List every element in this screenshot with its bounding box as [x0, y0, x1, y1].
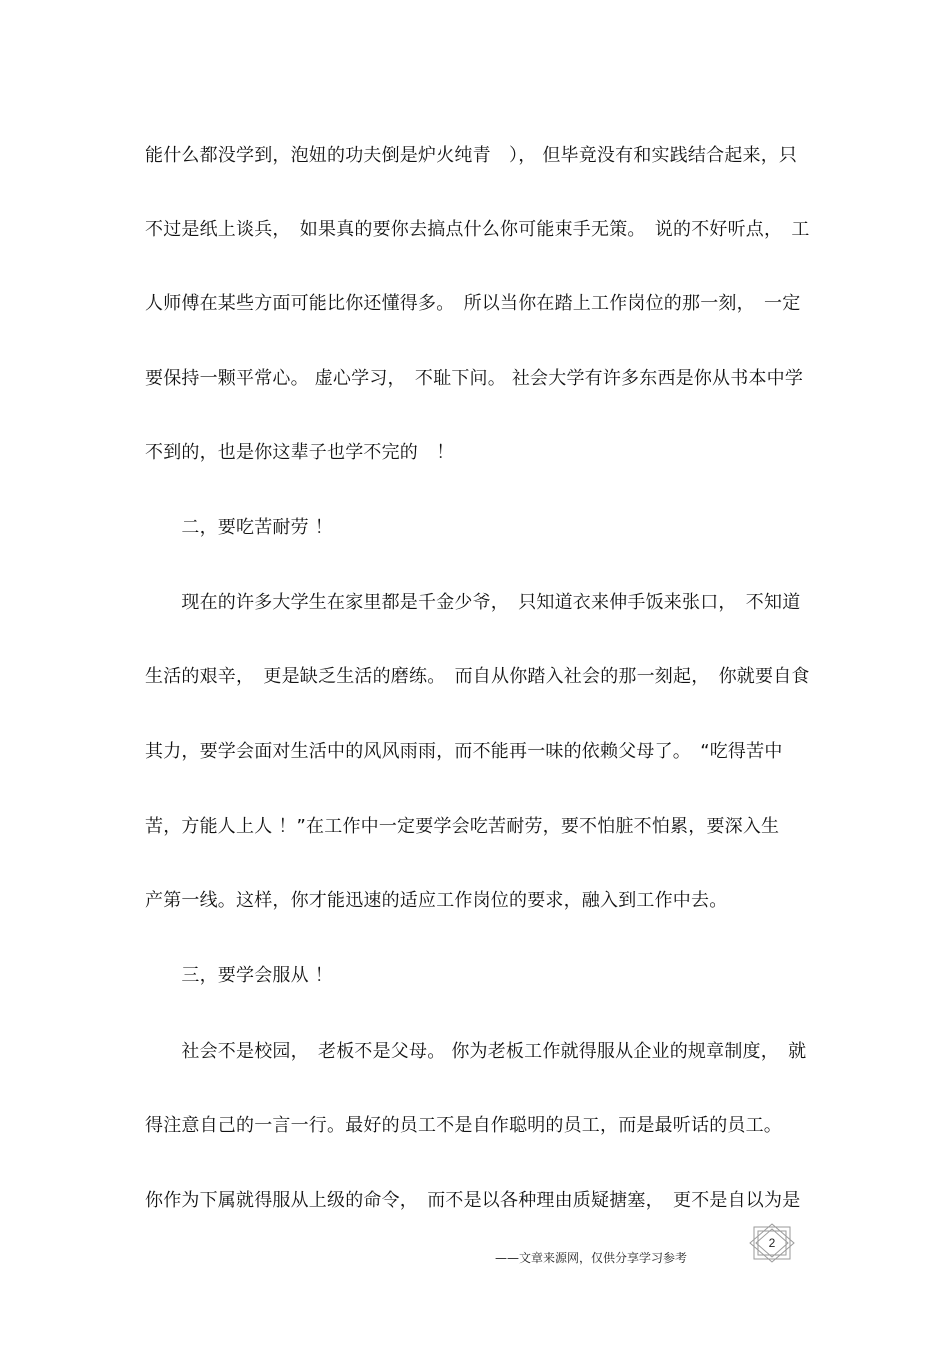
footer-source-note: ——文章来源网，仅供分享学习参考 — [495, 1251, 688, 1265]
text-line: 得注意自己的一言一行。最好的员工不是自作聪明的员工，而是最听话的员工。 — [145, 1115, 782, 1136]
section-heading: 二，要吃苦耐劳 ！ — [145, 517, 333, 538]
text-line: 你作为下属就得服从上级的命令， 而不是以各种理由质疑搪塞， 更不是自以为是 — [145, 1190, 801, 1211]
text-line: 能什么都没学到，泡妞的功夫倒是炉火纯青 ）， 但毕竟没有和实践结合起来，只 — [145, 145, 798, 166]
text-line: 社会不是校园， 老板不是父母。 你为老板工作就得服从企业的规章制度， 就 — [145, 1041, 807, 1062]
section-heading: 三，要学会服从 ！ — [145, 965, 333, 986]
text-line: 不到的，也是你这辈子也学不完的 ！ — [145, 442, 455, 463]
page-number-badge — [748, 1223, 796, 1263]
text-line: 生活的艰辛， 更是缺乏生活的磨练。 而自从你踏入社会的那一刻起， 你就要自食 — [145, 666, 810, 687]
text-line: 现在的许多大学生在家里都是千金少爷， 只知道衣来伸手饭来张口， 不知道 — [145, 592, 801, 613]
text-line: 苦，方能人上人 ！”在工作中一定要学会吃苦耐劳，要不怕脏不怕累，要深入生 — [145, 816, 780, 837]
page-number: 2 — [768, 1236, 776, 1250]
text-line: 不过是纸上谈兵， 如果真的要你去搞点什么你可能束手无策。 说的不好听点， 工 — [145, 219, 810, 240]
text-line: 人师傅在某些方面可能比你还懂得多。 所以当你在踏上工作岗位的那一刻， 一定 — [145, 293, 801, 314]
text-line: 其力，要学会面对生活中的风风雨雨，而不能再一味的依赖父母了。 “吃得苦中 — [145, 741, 783, 762]
text-line: 产第一线。这样，你才能迅速的适应工作岗位的要求，融入到工作中去。 — [145, 890, 728, 911]
text-line: 要保持一颗平常心。 虚心学习， 不耻下问。 社会大学有许多东西是你从书本中学 — [145, 368, 804, 389]
